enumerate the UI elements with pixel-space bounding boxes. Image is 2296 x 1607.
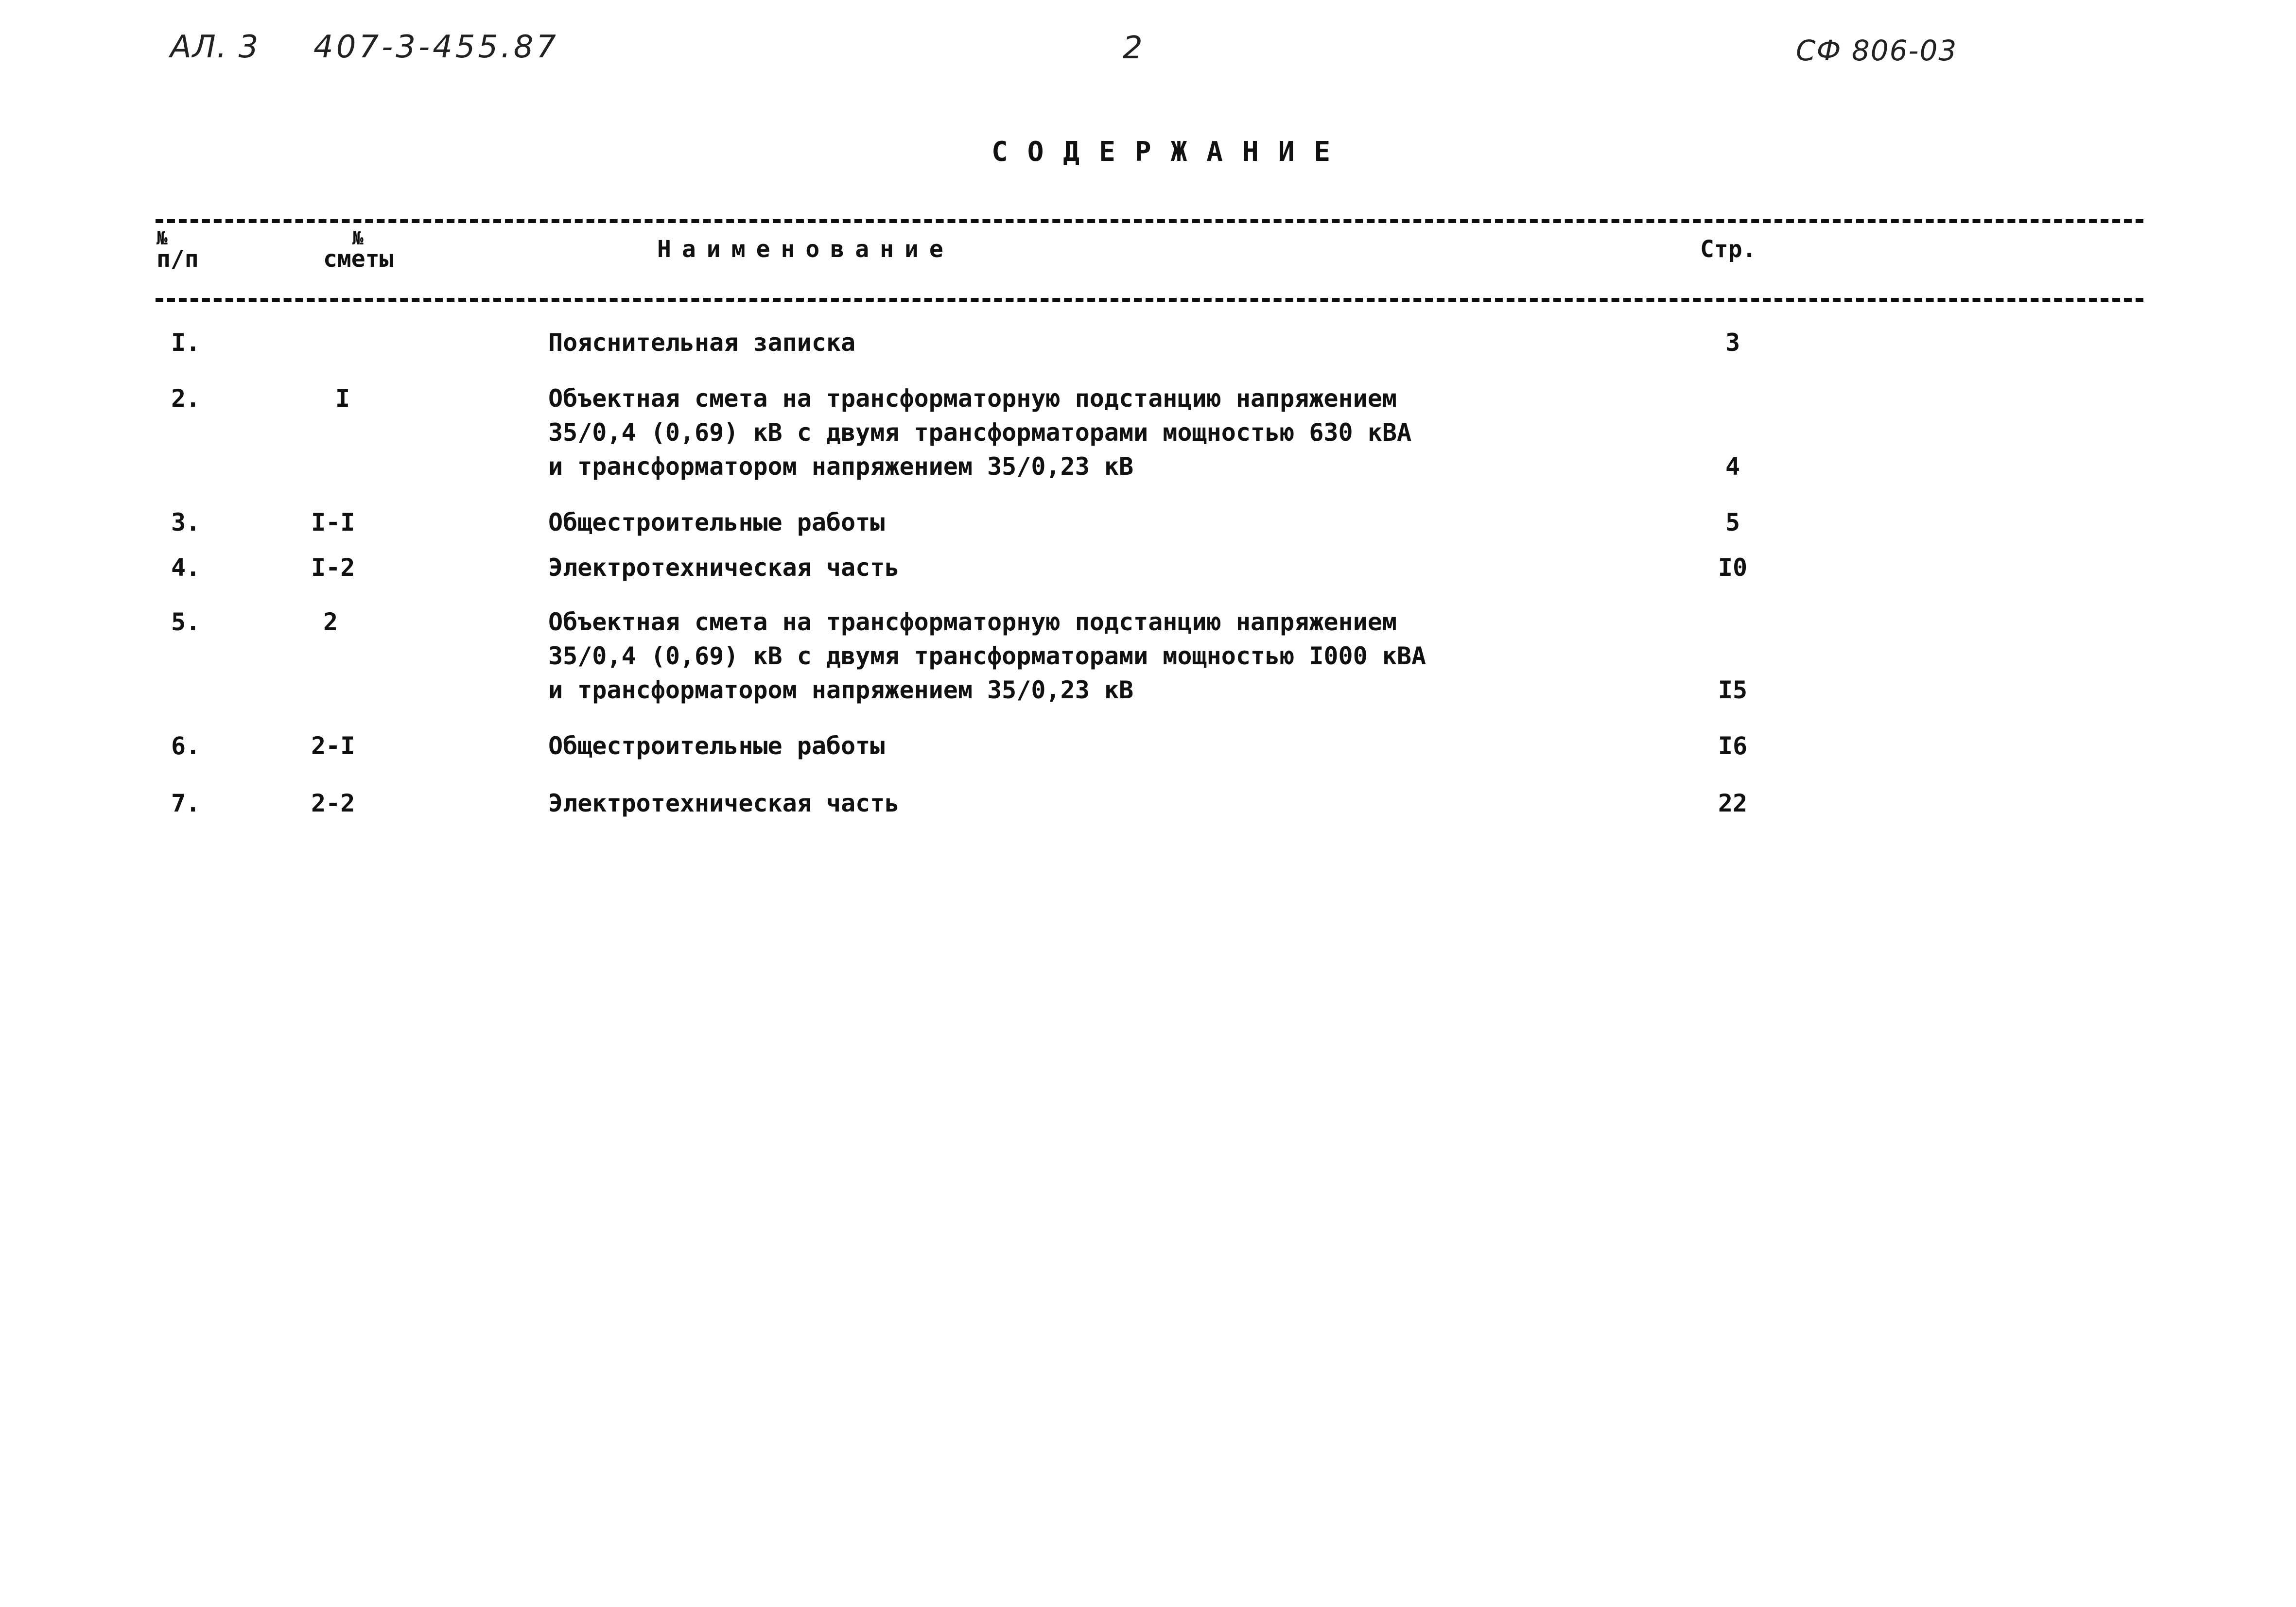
number-label: п/п: [157, 245, 199, 273]
row-number: 6.: [171, 732, 201, 760]
item-name-line: Общестроительные работы: [548, 732, 885, 760]
table-row: [0, 381, 2296, 484]
row-number: 5.: [171, 608, 201, 636]
estimate-number: 2-2: [311, 789, 355, 817]
page-ref: I6: [1718, 732, 1748, 760]
column-header-page: Стр.: [1700, 236, 1757, 263]
item-name-line: Объектная смета на трансформаторную подстанцию напряжением: [548, 608, 1397, 636]
estimate-number: 2-I: [311, 732, 355, 760]
item-name: [548, 729, 885, 763]
album-code: СФ 806-03: [1796, 34, 1958, 67]
estimate-number: I-I: [311, 508, 355, 536]
estimate-label: сметы: [323, 245, 394, 273]
number-symbol: №: [157, 227, 168, 249]
item-name-line: и трансформатором напряжением 35/0,23 кВ: [548, 676, 1134, 704]
page-ref: 3: [1725, 328, 1740, 357]
page-ref: 22: [1718, 789, 1748, 817]
item-name: [548, 551, 899, 585]
estimate-number: 2: [323, 608, 338, 636]
item-name: [548, 786, 899, 820]
estimate-symbol: №: [352, 227, 364, 249]
column-header-name: Наименование: [657, 236, 954, 263]
page-title: СОДЕРЖАНИЕ: [991, 136, 1350, 168]
table-header-rule: [156, 298, 2143, 302]
page-ref: I0: [1718, 553, 1748, 582]
row-number: 4.: [171, 553, 201, 582]
table-row: [0, 605, 2296, 707]
table-row: [0, 729, 2296, 763]
item-name-line: Объектная смета на трансформаторную подстанцию напряжением: [548, 384, 1397, 413]
page-ref: 4: [1725, 452, 1740, 481]
item-name: [548, 381, 1411, 484]
item-name: [548, 505, 885, 539]
page-ref: I5: [1718, 676, 1748, 704]
estimate-number: I: [335, 384, 350, 413]
item-name-line: и трансформатором напряжением 35/0,23 кВ: [548, 452, 1134, 481]
item-name-line: Пояснительная записка: [548, 328, 856, 357]
estimate-number: I-2: [311, 553, 355, 582]
row-number: I.: [171, 328, 201, 357]
page-number: 2: [1123, 30, 1144, 66]
item-name-line: Электротехническая часть: [548, 553, 900, 582]
column-header-number: [157, 227, 210, 273]
item-name-line: Общестроительные работы: [548, 508, 885, 536]
table-top-rule: [156, 219, 2143, 223]
table-row: [0, 505, 2296, 539]
row-number: 7.: [171, 789, 201, 817]
page-ref: 5: [1725, 508, 1740, 536]
sheet-label: АЛ. 3: [170, 29, 260, 65]
item-name: [548, 605, 1426, 707]
document-code: 407-3-455.87: [313, 29, 559, 65]
column-header-estimate: [323, 227, 406, 273]
item-name-line: Электротехническая часть: [548, 789, 900, 817]
table-row: [0, 551, 2296, 585]
row-number: 3.: [171, 508, 201, 536]
table-row: [0, 326, 2296, 360]
item-name-line: 35/0,4 (0,69) кВ с двумя трансформаторами мощностью I000 кВА: [548, 642, 1426, 670]
item-name: [548, 326, 855, 360]
table-row: [0, 786, 2296, 820]
item-name-line: 35/0,4 (0,69) кВ с двумя трансформаторами мощностью 630 кВА: [548, 418, 1412, 447]
row-number: 2.: [171, 384, 201, 413]
